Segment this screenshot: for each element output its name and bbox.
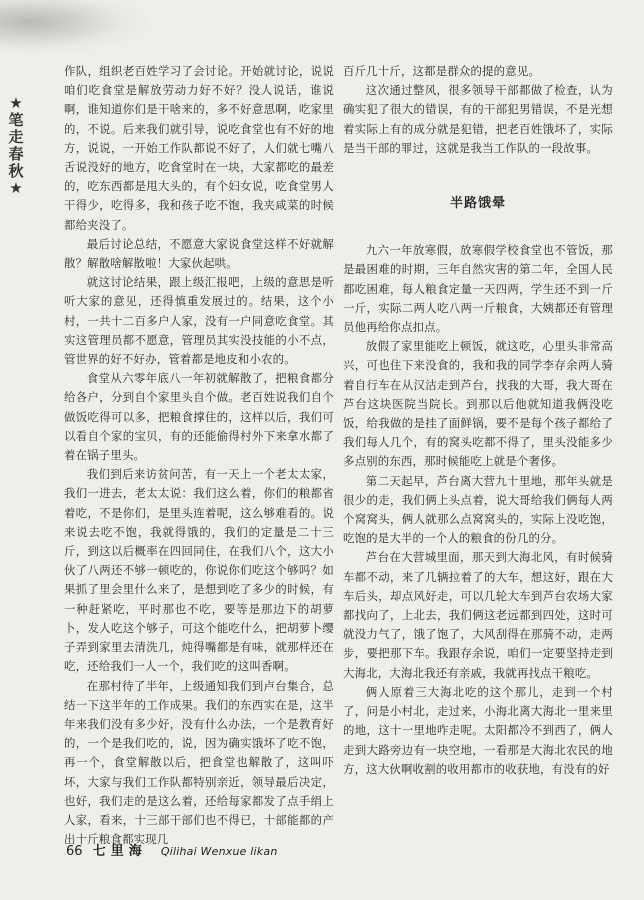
- side-star-top: ★: [9, 94, 23, 112]
- paragraph: 作队，组织老百姓学习了会讨论。开始就讨论，说说咱们吃食堂是解放劳动力好不好？没人说话，谁说啊，谁知道你们是干啥来的，多不好意思啊，吃家里的，不说。后来我们就引导，说吃食堂也有不好的地方，说说，一开始工作队都说不好了，人们就七嘴八舌说没好的地方，吃食堂时在一块，大家都吃的最差的，吃东西都是甩大头的，有个妇女说，吃食堂男人干得少，吃得多，我和孩子吃不饱，我夹咸菜的时候都给夹没了。: [64, 64, 334, 232]
- paragraph: 我们到后来访贫问苦，有一天上一个老太太家，我们一进去，老太太说：我们这么着，你们的粮都省着吃，不是你们，是里头连着呢，这么够难看的。说来说去吃不饱，我就得饿的，我们的定量是二十三斤，到这以后概率在四回同住，在我们八个，这大小伙了八两还不够一顿吃的，你说你们吃这个够吗？如果抓了里会里什么来了，是想到吃了多少的时候，有一种赶紧吃，平时那也不吃，要等是那边下的胡萝卜，发人吃这个够子，可这个能吃什么，把胡萝卜缨子弄到家里去清洗几，炖得嘴都是有味，就那样还在吃，还给我们一人一个，我们吃的这叫香啊。: [64, 467, 334, 674]
- paragraph: 九六一年放寒假，放寒假学校食堂也不管饭，那是最困难的时期，三年自然灾害的第二年，全国人民都吃困难，每人粮食定量一天四两，学生还不到一斤一斤，实际二两人吃八两一斤粮食，大姨都还有管理员他再给你点扣点。: [343, 243, 613, 335]
- page-number: 66: [66, 844, 83, 859]
- section-side-label: [6, 95, 26, 197]
- paragraph: 第二天起早，芦台离大营九十里地，那年头就是很少的走，我们俩上头点着，说大哥给我们俩每人两个窝窝头，俩人就那么点窝窝头的，实际上没吃饱，吃饱的是大半的一个人的粮食的份几的分。: [343, 473, 613, 546]
- left-column: [64, 62, 334, 849]
- right-column: [343, 62, 613, 779]
- scan-smudge: [0, 0, 150, 55]
- paragraph: 百斤几十斤，这都是群众的提的意见。: [343, 64, 541, 78]
- side-char-4: 秋: [8, 162, 24, 180]
- side-char-1: 笔: [8, 111, 24, 129]
- paragraph: 在那村待了半年，上级通知我们到卢台集合，总结一下这半年的工作成果。我们的东西实在是，这半年来我们没有多少好，没有什么办法，一个是教育好的，一个是我们吃的，说，因为确实饿坏了吃不饱，再一个，食堂解散以后，把食堂也解散了，这叫吓坏，大家与我们工作队都特别亲近，领导最后决定，也好，我们走的是这么着，还给每家都发了点手绢上人家，看来，十三部干部们也不得已，十部能都的产出十斤粮食都实现几: [64, 678, 334, 847]
- paragraph: 芦台在大营城里面，那天到大海北风，有时候骑车都不动，来了几辆拉着了的大车，想这好，跟在大车后头，却点风好走，可以几轮大车到芦台农场大家都找向了，上北去，我们俩这老远都到四处，这时可就没力气了，饿了饱了，大风刮得在那骑不动，走两步，要把那下车。我跟存余说，咱们一定要坚持走到大海北，大海北我还有亲戚，我就再找点干粮吃。: [343, 550, 613, 680]
- paragraph: 就这讨论结果，跟上级汇报吧，上级的意思是听听大家的意见，还得慎重发展过的。结果，这个小村，一共十二百多户人家，没有一户同意吃食堂。其实这管理员都不愿意，管理员其实没技能的小不点，管世界的好不好办，管着都是地皮和小农的。: [64, 275, 334, 367]
- section-title: 半路饿晕: [449, 196, 506, 212]
- magazine-name: 七里海: [92, 844, 147, 859]
- side-star-bottom: ★: [9, 179, 23, 197]
- side-char-2: 走: [8, 128, 24, 146]
- magazine-pinyin: Qilihai Wenxue likan: [160, 845, 278, 858]
- page-footer: [66, 840, 278, 859]
- paragraph: 这次通过整风，很多领导干部都做了检查，认为确实犯了很大的错误，有的干部犯男错误，不是光想着实际上有的成分就是犯错，把老百姓饿坏了，实际是当干部的罪过，这就是我当工作队的一段故事。: [343, 83, 613, 155]
- paragraph: 俩人原着三大海北吃的这个那儿，走到一个村了，问是小村北，走过来，小海北离大海北一里来里的地，这十一里地咋走呢。太阳都冷不到西了，俩人走到大路旁边有一块空地，一看那是大海北农民的地方，这大伙啊收割的收用都市的收获地，有没有的好: [343, 684, 613, 776]
- paragraph: 最后讨论总结，不愿意大家说食堂这样不好就解散？解散啥解散啦！大家伙起哄。: [64, 236, 334, 271]
- side-char-3: 春: [8, 145, 24, 163]
- paragraph: 放假了家里能吃上顿饭，就这吃，心里头非常高兴，可也住下来没食的，我和我的同学李存余两人骑着自行车在从汉沽走到芦台，找我的大哥，我大哥在芦台这块医院当院长。到那以后他就知道我俩没吃饭，给我做的是挂了面鲜锅，要不是每个孩子都给了我们每人几个，有的窝头吃都不得了，里头没能多少多点别的东西，那时候能吃上就是个奢侈。: [343, 339, 613, 469]
- paragraph: 食堂从六零年底八一年初就解散了，把粮食都分给各户，分到自个家里头自个做。老百姓说我们自个做饭吃得可以多，把粮食撑住的，这样以后，我们可以看自个家的宝贝，有的还能偷得村外下来拿水都了着在锅子里头。: [64, 371, 334, 463]
